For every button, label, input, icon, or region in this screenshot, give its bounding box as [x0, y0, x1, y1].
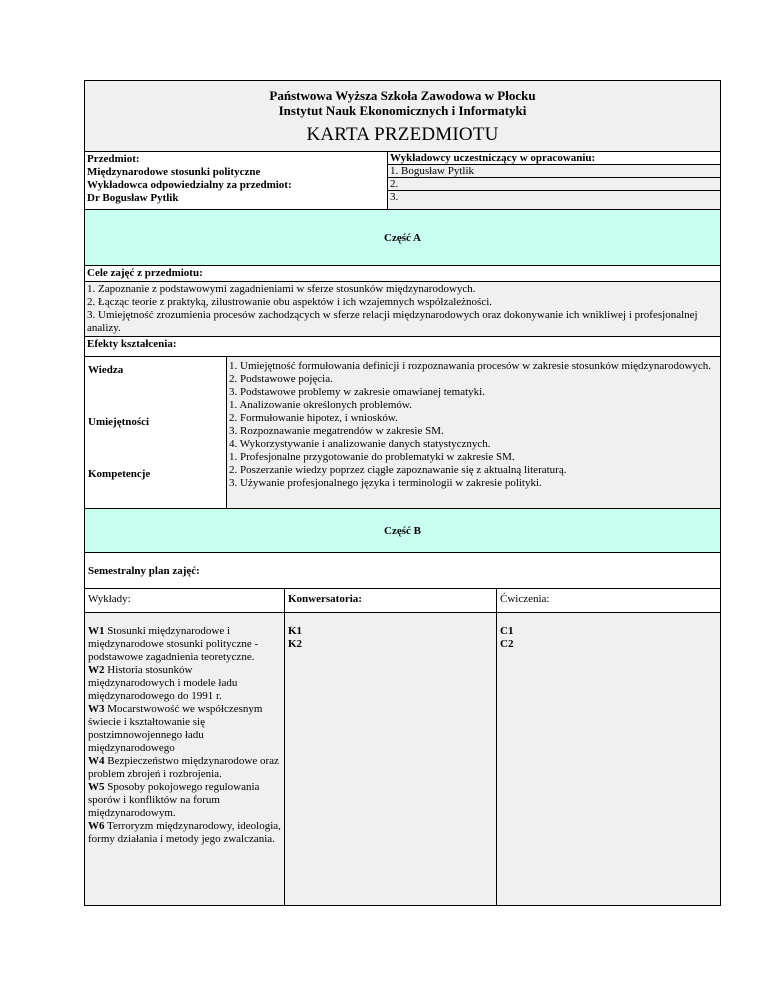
participant-2: 2. [388, 178, 720, 191]
skills-label: Umiejętności [88, 416, 150, 428]
effects-table [84, 357, 721, 509]
lectures-label: Wykłady: [85, 589, 285, 612]
lecturer-label: Wykładowca odpowiedzialny za przedmiot: [87, 179, 292, 191]
lecture-item: W6 Terroryzm międzynarodowy, ideologia, formy działania i metody jego zwalczania. [88, 820, 281, 845]
subject-label: Przedmiot: [87, 153, 140, 165]
part-a-title: Część A [384, 231, 421, 244]
knowledge-effect-1: 1. Umiejętność formułowania definicji i rozpoznawania procesów w zakresie stosunków międzynarodowych. [229, 360, 712, 372]
knowledge-effect-3: 3. Podstawowe problemy w zakresie omawianej tematyki. [229, 386, 485, 398]
lectures-list [85, 613, 285, 905]
subject-name: Międzynarodowe stosunki polityczne [87, 166, 261, 178]
conversation-item: K1 [288, 625, 303, 637]
goal-3: 3. Umiejętność zrozumienia procesów zachodzących w sferze relacji międzynarodowych oraz dokonywanie ich wnikliwej i profesjonalnej analizy. [87, 309, 698, 334]
skills-effect-3: 3. Rozpoznawanie megatrendów w zakresie SM. [229, 425, 444, 437]
knowledge-effect-2: 2. Podstawowe pojęcia. [229, 373, 333, 385]
conversations-label: Konwersatoria: [285, 589, 497, 612]
plan-columns-body [84, 613, 721, 906]
competence-effect-1: 1. Profesjonalne przygotowanie do problematyki w zakresie SM. [229, 451, 515, 463]
lecture-item: W2 Historia stosunków międzynarodowych i modele ładu międzynarodowego do 1991 r. [88, 664, 238, 702]
goals-section [84, 266, 721, 337]
goal-1: 1. Zapoznanie z podstawowymi zagadnieniami w sferze stosunków międzynarodowych. [87, 283, 476, 295]
participants-label: Wykładowcy uczestniczący w opracowaniu: [388, 152, 720, 165]
exercise-item: C1 [500, 625, 514, 637]
lecturer-name: Dr Bogusław Pytlik [87, 192, 179, 204]
goals-label: Cele zajęć z przedmiotu: [85, 266, 720, 282]
exercise-item: C2 [500, 638, 514, 650]
lecture-item: W4 Bezpieczeństwo międzynarodowe oraz problem zbrojeń i rozbrojenia. [88, 755, 279, 780]
plan-label-text: Semestralny plan zajęć: [88, 564, 200, 577]
page-title: KARTA PRZEDMIOTU [306, 124, 499, 145]
course-card [84, 80, 721, 906]
subject-info [84, 152, 721, 210]
lecture-item: W3 Mocarstwowość we współczesnym świecie i kształtowanie się postzimnowojennego ładu międzynarodowego [88, 703, 263, 754]
conversation-item: K2 [288, 638, 303, 650]
plan-columns-header [84, 589, 721, 613]
skills-effect-1: 1. Analizowanie określonych problemów. [229, 399, 412, 411]
effects-label: Efekty kształcenia: [84, 337, 721, 357]
competence-effect-3: 3. Używanie profesjonalnego języka i terminologii w zakresie polityki. [229, 477, 542, 489]
card-header [84, 80, 721, 152]
competences-label: Kompetencje [88, 468, 151, 480]
exercises-list [497, 613, 720, 905]
goal-2: 2. Łącząc teorie z praktyką, zilustrowanie obu aspektów i ich wzajemnych współzależności. [87, 296, 493, 308]
exercises-label: Ćwiczenia: [500, 593, 550, 605]
skills-effect-2: 2. Formułowanie hipotez, i wniosków. [229, 412, 398, 424]
part-a-header [84, 210, 721, 266]
participant-1: 1. Bogusław Pytlik [388, 165, 720, 178]
participant-3: 3. [390, 191, 399, 203]
part-b-header [84, 509, 721, 553]
competence-effect-2: 2. Poszerzanie wiedzy poprzez ciągłe zapoznawanie się z aktualną literaturą. [229, 464, 567, 476]
conversations-list [285, 613, 497, 905]
lecture-item: W1 Stosunki międzynarodowe i międzynarodowe stosunki polityczne - podstawowe zagadnienia teoretyczne. [88, 625, 259, 663]
knowledge-label: Wiedza [88, 364, 124, 376]
lecture-item: W5 Sposoby pokojowego regulowania sporów i konfliktów na forum międzynarodowym. [88, 781, 260, 819]
institute-name: Instytut Nauk Ekonomicznych i Informatyki [278, 103, 527, 118]
plan-label [84, 553, 721, 589]
skills-effect-4: 4. Wykorzystywanie i analizowanie danych statystycznych. [229, 438, 491, 450]
part-b-title: Część B [384, 524, 421, 537]
institution-name: Państwowa Wyższa Szkoła Zawodowa w Płocku [269, 88, 536, 103]
